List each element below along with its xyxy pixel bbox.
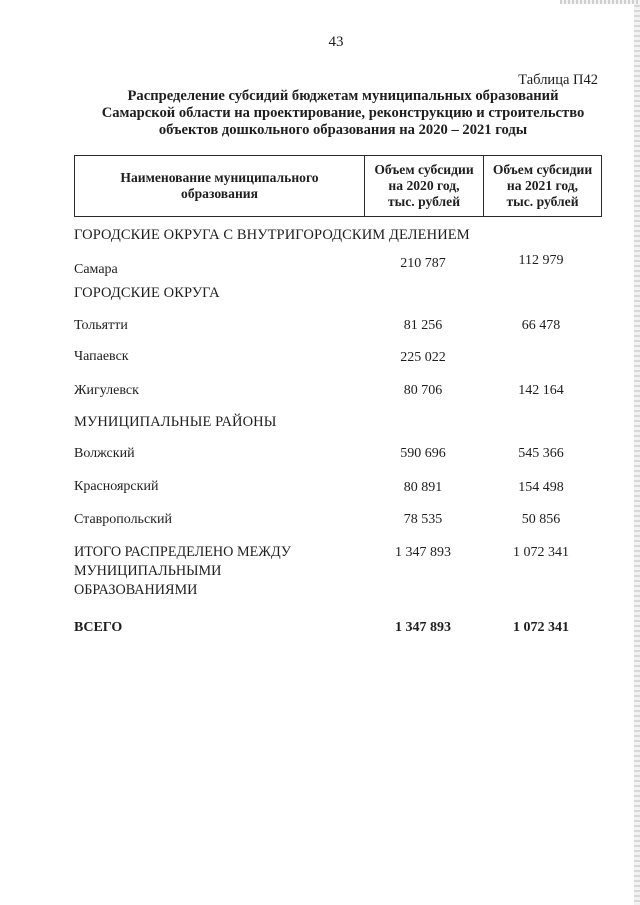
row-value-2021: 112 979 bbox=[518, 253, 564, 268]
header-2020-line: на 2020 год, bbox=[388, 178, 460, 193]
row-name: Ставропольский bbox=[74, 512, 172, 527]
section-title: ГОРОДСКИЕ ОКРУГА bbox=[74, 285, 220, 301]
row-value-2020: 80 891 bbox=[403, 480, 443, 495]
header-name-line: образования bbox=[181, 186, 258, 201]
scan-edge-right bbox=[634, 0, 640, 905]
header-2021-line: Объем субсидии bbox=[492, 162, 593, 177]
scan-edge-top bbox=[560, 0, 640, 4]
header-name-column bbox=[75, 156, 365, 216]
header-2020-column bbox=[365, 156, 484, 216]
row-name: Красноярский bbox=[74, 479, 159, 494]
row-name: Самара bbox=[74, 262, 118, 277]
header-2020-line: тыс. рублей bbox=[387, 194, 461, 209]
row-value-2020: 80 706 bbox=[403, 383, 443, 398]
row-name: Волжский bbox=[74, 446, 135, 461]
header-name-line: Наименование муниципального bbox=[120, 170, 319, 185]
document-title bbox=[78, 88, 608, 139]
distributed-total-2020: 1 347 893 bbox=[395, 545, 451, 560]
row-name: Тольятти bbox=[74, 318, 128, 333]
grand-total-2021: 1 072 341 bbox=[513, 620, 569, 635]
row-value-2020: 81 256 bbox=[403, 318, 443, 333]
row-value-2020: 210 787 bbox=[400, 256, 446, 271]
row-name: Чапаевск bbox=[74, 349, 129, 364]
row-value-2021: 545 366 bbox=[518, 446, 564, 461]
table-header bbox=[74, 155, 602, 217]
row-value-2021: 66 478 bbox=[521, 318, 561, 333]
title-line: объектов дошкольного образования на 2020 – 2021 годы bbox=[158, 122, 528, 138]
row-name: Жигулевск bbox=[74, 383, 139, 398]
distributed-total-line: МУНИЦИПАЛЬНЫМИ bbox=[74, 563, 222, 579]
distributed-total-label bbox=[74, 543, 354, 600]
row-value-2021: 154 498 bbox=[518, 480, 564, 495]
grand-total-2020: 1 347 893 bbox=[395, 620, 451, 635]
section-title: ГОРОДСКИЕ ОКРУГА С ВНУТРИГОРОДСКИМ ДЕЛЕНИЕМ bbox=[74, 227, 470, 243]
distributed-total-2021: 1 072 341 bbox=[513, 545, 569, 560]
row-value-2020: 225 022 bbox=[400, 350, 446, 365]
page-number: 43 bbox=[328, 34, 344, 50]
section-title: МУНИЦИПАЛЬНЫЕ РАЙОНЫ bbox=[74, 414, 277, 430]
title-line: Самарской области на проектирование, реконструкцию и строительство bbox=[101, 105, 585, 121]
row-value-2021: 50 856 bbox=[521, 512, 561, 527]
grand-total-label: ВСЕГО bbox=[74, 620, 123, 635]
header-2021-line: на 2021 год, bbox=[506, 178, 579, 193]
title-line: Распределение субсидий бюджетам муниципальных образований bbox=[127, 88, 559, 104]
distributed-total-line: ОБРАЗОВАНИЯМИ bbox=[74, 582, 198, 598]
header-2021-line: тыс. рублей bbox=[506, 194, 579, 209]
row-value-2020: 78 535 bbox=[403, 512, 443, 527]
row-value-2020: 590 696 bbox=[400, 446, 446, 461]
distributed-total-line: ИТОГО РАСПРЕДЕЛЕНО МЕЖДУ bbox=[74, 544, 291, 560]
table-label: Таблица П42 bbox=[518, 72, 598, 88]
row-value-2021: 142 164 bbox=[518, 383, 564, 398]
header-2020-line: Объем субсидии bbox=[374, 162, 474, 177]
header-2021-column bbox=[484, 156, 601, 216]
